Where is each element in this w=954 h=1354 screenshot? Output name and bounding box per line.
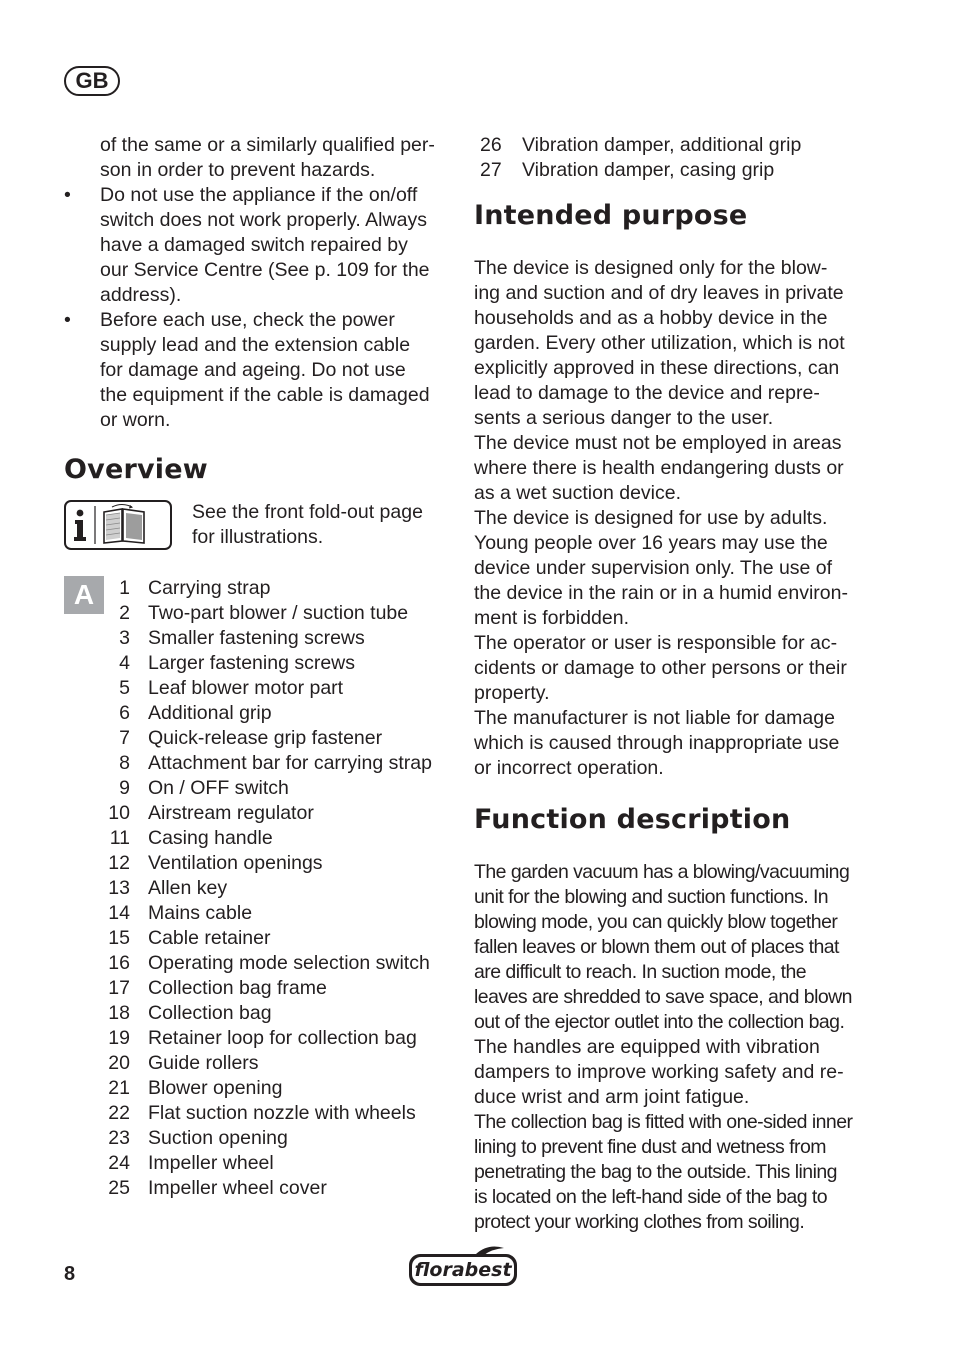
text-line: is located on the left-hand side of the bag to [474, 1186, 828, 1208]
part-label: Cable retainer [148, 927, 271, 949]
part-number: 27 [480, 159, 502, 181]
text-line: unit for the blowing and suction functions. In [474, 886, 829, 908]
info-note [64, 500, 454, 550]
part-label: Ventilation openings [148, 852, 323, 874]
parts-list-item [64, 1026, 454, 1051]
bullet-dot: • [64, 309, 71, 331]
parts-list-item [64, 776, 454, 801]
part-label: Two-part blower / suction tube [148, 602, 409, 624]
part-label: Leaf blower motor part [148, 677, 344, 699]
part-label: Vibration damper, additional grip [522, 134, 802, 156]
parts-list-item [64, 676, 454, 701]
text-line: son in order to prevent hazards. [100, 159, 376, 181]
parts-list-item [64, 1101, 454, 1126]
info-foldout-icon [64, 500, 172, 550]
text-line: are difficult to reach. In suction mode, the [474, 961, 807, 983]
text-line: fallen leaves or blown them out of places that [474, 936, 839, 958]
part-number: 17 [108, 977, 130, 999]
text-line: for illustrations. [192, 526, 324, 548]
parts-list-continued [474, 133, 864, 183]
text-line: cidents or damage to other persons or their [474, 657, 847, 679]
text-line: where there is health endangering dusts or [474, 457, 844, 479]
part-number: 23 [108, 1127, 130, 1149]
text-line: Do not use the appliance if the on/off [100, 184, 418, 206]
part-number: 3 [119, 627, 130, 649]
part-number: 9 [119, 777, 130, 799]
text-line: dampers to improve working safety and re- [474, 1061, 844, 1083]
part-label: Airstream regulator [148, 802, 314, 824]
parts-list-item [64, 1051, 454, 1076]
text-line: garden. Every other utilization, which is not [474, 332, 845, 354]
part-label: Allen key [148, 877, 228, 899]
text-line: blowing mode, you can quickly blow together [474, 911, 838, 933]
part-label: Collection bag [148, 1002, 272, 1024]
text-line: The device must not be employed in areas [474, 432, 842, 454]
bullet-dot: • [64, 184, 71, 206]
text-line: Young people over 16 years may use the [474, 532, 828, 554]
page-number: 8 [64, 1263, 76, 1285]
text-line: ment is forbidden. [474, 607, 630, 629]
part-number: 7 [119, 727, 130, 749]
text-line: penetrating the bag to the outside. This lining [474, 1161, 837, 1183]
part-number: 13 [108, 877, 130, 899]
parts-list-item [64, 801, 454, 826]
text-line: the equipment if the cable is damaged [100, 384, 430, 406]
text-line: or incorrect operation. [474, 757, 664, 779]
text-line: Before each use, check the power [100, 309, 395, 331]
left-column [64, 133, 454, 1201]
part-label: Quick-release grip fastener [148, 727, 383, 749]
text-line: for damage and ageing. Do not use [100, 359, 406, 381]
part-label: Carrying strap [148, 577, 271, 599]
part-label: Smaller fastening screws [148, 627, 365, 649]
part-number: 20 [108, 1052, 130, 1074]
overview-heading: Overview [64, 454, 208, 485]
part-label: Mains cable [148, 902, 253, 924]
parts-list-item [64, 751, 454, 776]
text-line: The handles are equipped with vibration [474, 1036, 820, 1058]
parts-list-item [64, 1151, 454, 1176]
parts-list-item [64, 601, 454, 626]
part-label: On / OFF switch [148, 777, 289, 799]
parts-list-item [64, 901, 454, 926]
parts-list-item [64, 851, 454, 876]
parts-list-item [64, 1076, 454, 1101]
part-number: 24 [108, 1152, 130, 1174]
parts-list-item [64, 726, 454, 751]
parts-list-item [64, 1001, 454, 1026]
text-line: device under supervision only. The use of [474, 557, 833, 579]
part-number: 5 [119, 677, 130, 699]
part-label: Casing handle [148, 827, 273, 849]
part-number: 16 [108, 952, 130, 974]
part-number: 14 [108, 902, 130, 924]
text-line: ing and suction and of dry leaves in private [474, 282, 844, 304]
part-label: Vibration damper, casing grip [522, 159, 775, 181]
parts-list-item [64, 876, 454, 901]
parts-list-item [474, 158, 864, 183]
text-line: The device is designed for use by adults. [474, 507, 828, 529]
part-number: 19 [108, 1027, 130, 1049]
part-number: 22 [108, 1102, 130, 1124]
part-number: 18 [108, 1002, 130, 1024]
part-number: 1 [119, 577, 130, 599]
parts-list-item [64, 1176, 454, 1201]
info-text [192, 500, 423, 550]
language-badge: GB [64, 66, 120, 96]
text-line: The device is designed only for the blow- [474, 257, 828, 279]
text-line: lining to prevent fine dust and wetness from [474, 1136, 826, 1158]
part-label: Flat suction nozzle with wheels [148, 1102, 416, 1124]
part-label: Larger fastening screws [148, 652, 356, 674]
parts-list-item [64, 1126, 454, 1151]
text-line: The manufacturer is not liable for damage [474, 707, 835, 729]
part-number: 26 [480, 134, 502, 156]
text-line: or worn. [100, 409, 171, 431]
parts-list-item [474, 133, 864, 158]
parts-list-item [64, 651, 454, 676]
text-line: as a wet suction device. [474, 482, 682, 504]
florabest-logo [406, 1245, 520, 1291]
continuation-text [64, 133, 454, 183]
bullet-item [64, 183, 454, 308]
text-line: lead to damage to the device and repre- [474, 382, 820, 404]
text-line: supply lead and the extension cable [100, 334, 411, 356]
part-number: 15 [108, 927, 130, 949]
part-number: 8 [119, 752, 130, 774]
part-label: Impeller wheel [148, 1152, 274, 1174]
parts-list-item [64, 976, 454, 1001]
text-line: The garden vacuum has a blowing/vacuuming [474, 861, 850, 883]
text-line: sents a serious danger to the user. [474, 407, 774, 429]
text-line: The operator or user is responsible for ac- [474, 632, 838, 654]
part-label: Suction opening [148, 1127, 288, 1149]
text-line: the device in the rain or in a humid environ- [474, 582, 848, 604]
function-description-text [474, 860, 864, 1235]
right-column [474, 133, 864, 1235]
parts-list-item [64, 826, 454, 851]
part-number: 4 [119, 652, 130, 674]
text-line: switch does not work properly. Always [100, 209, 427, 231]
part-number: 21 [108, 1077, 130, 1099]
text-line: of the same or a similarly qualified per- [100, 134, 435, 156]
text-line: The collection bag is fitted with one-sided inner [474, 1111, 853, 1133]
part-label: Blower opening [148, 1077, 283, 1099]
text-line: address). [100, 284, 182, 306]
part-label: Attachment bar for carrying strap [148, 752, 432, 774]
parts-list-item [64, 576, 454, 601]
part-number: 10 [108, 802, 130, 824]
bullet-item [64, 308, 454, 433]
intended-purpose-text [474, 256, 864, 781]
svg-text:florabest: florabest [414, 1259, 512, 1281]
parts-list-item [64, 951, 454, 976]
part-number: 2 [119, 602, 130, 624]
text-line: leaves are shredded to save space, and blown [474, 986, 852, 1008]
part-label: Operating mode selection switch [148, 952, 430, 974]
parts-list-item [64, 626, 454, 651]
parts-list-item [64, 926, 454, 951]
text-line: households and as a hobby device in the [474, 307, 828, 329]
parts-list-item [64, 701, 454, 726]
part-label: Retainer loop for collection bag [148, 1027, 417, 1049]
part-number: 25 [108, 1177, 130, 1199]
text-line: explicitly approved in these directions, can [474, 357, 840, 379]
part-number: 11 [109, 827, 130, 849]
parts-list [64, 576, 454, 1201]
part-number: 6 [119, 702, 130, 724]
text-line: have a damaged switch repaired by [100, 234, 408, 256]
figure-a-badge: A [64, 576, 104, 614]
text-line: duce wrist and arm joint fatigue. [474, 1086, 750, 1108]
text-line: See the front fold-out page [192, 501, 423, 523]
part-label: Additional grip [148, 702, 272, 724]
part-number: 12 [108, 852, 130, 874]
text-line: protect your working clothes from soiling. [474, 1211, 805, 1233]
text-line: our Service Centre (See p. 109 for the [100, 259, 430, 281]
text-line: out of the ejector outlet into the collection bag. [474, 1011, 845, 1033]
part-label: Guide rollers [148, 1052, 259, 1074]
parts-list-block [64, 576, 454, 1201]
part-label: Impeller wheel cover [148, 1177, 327, 1199]
intended-purpose-heading: Intended purpose [474, 200, 748, 231]
text-line: which is caused through inappropriate use [474, 732, 840, 754]
text-line: property. [474, 682, 550, 704]
part-label: Collection bag frame [148, 977, 327, 999]
function-description-heading: Function description [474, 804, 791, 835]
